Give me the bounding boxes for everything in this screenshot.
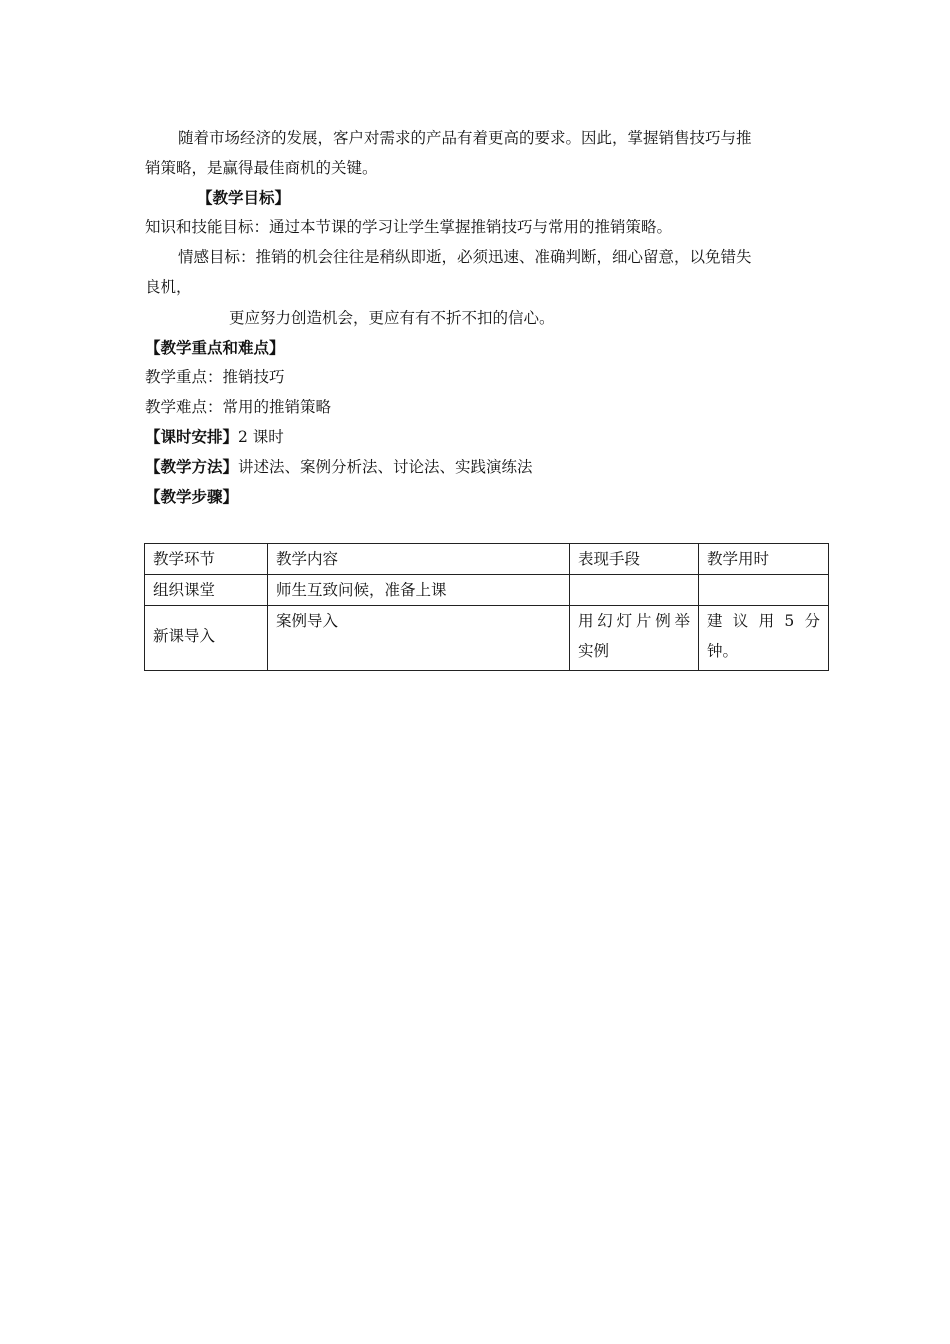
table-header-cell: 教学内容	[268, 544, 570, 575]
emotion-goal-line-1: 情感目标：推销的机会往往是稍纵即逝，必须迅速、准确判断，细心留意，以免错失	[178, 248, 752, 266]
goals-heading: 【教学目标】	[197, 188, 291, 207]
teaching-steps-table	[144, 543, 829, 671]
methods-line	[145, 456, 533, 478]
table-row	[145, 606, 829, 671]
table-header-row	[145, 544, 829, 575]
schedule-heading: 【课时安排】	[145, 427, 239, 446]
table-cell	[699, 575, 829, 606]
table-cell: 师生互致问候，准备上课	[268, 575, 570, 606]
table-cell: 新课导入	[145, 606, 268, 671]
methods-value: 讲述法、案例分析法、讨论法、实践演练法	[238, 458, 533, 476]
table-header-cell: 教学环节	[145, 544, 268, 575]
schedule-value: 2 课时	[238, 428, 284, 446]
table-cell: 组织课堂	[145, 575, 268, 606]
key-points-heading: 【教学重点和难点】	[145, 338, 285, 357]
teaching-focus: 教学重点：推销技巧	[145, 368, 285, 386]
time-line-2: 钟。	[707, 642, 739, 660]
table-cell	[699, 606, 829, 671]
intro-line-2: 销策略，是赢得最佳商机的关键。	[145, 159, 378, 177]
time-line-1: 建议用5分	[707, 612, 820, 630]
emotion-goal-line-3: 更应努力创造机会，更应有有不折不扣的信心。	[229, 309, 555, 327]
schedule-line	[145, 426, 284, 448]
intro-line-1: 随着市场经济的发展，客户对需求的产品有着更高的要求。因此，掌握销售技巧与推	[178, 129, 752, 147]
emotion-goal-line-2: 良机，	[145, 278, 192, 296]
methods-heading: 【教学方法】	[145, 457, 239, 476]
table-cell	[570, 575, 699, 606]
teaching-difficulty: 教学难点：常用的推销策略	[145, 398, 332, 416]
means-line-2: 实例	[578, 642, 610, 660]
table-header-cell: 教学用时	[699, 544, 829, 575]
table-cell: 案例导入	[268, 606, 570, 671]
table-header-cell: 表现手段	[570, 544, 699, 575]
table-cell	[570, 606, 699, 671]
means-line-1: 用幻灯片例举	[578, 612, 690, 630]
knowledge-goal: 知识和技能目标：通过本节课的学习让学生掌握推销技巧与常用的推销策略。	[145, 218, 673, 236]
table-row	[145, 575, 829, 606]
steps-heading: 【教学步骤】	[145, 487, 239, 506]
